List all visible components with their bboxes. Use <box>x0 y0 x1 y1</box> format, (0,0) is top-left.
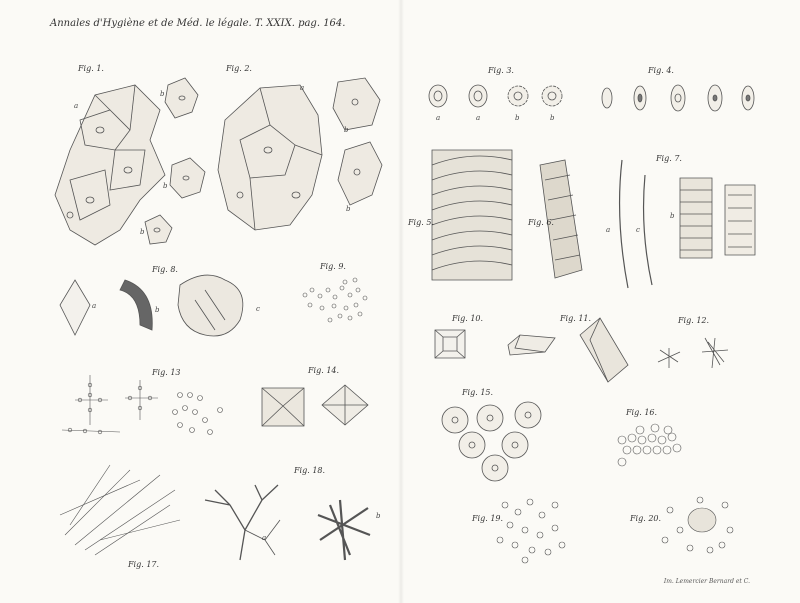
fig2-label: Fig. 2. <box>226 64 252 73</box>
fig12-label: Fig. 12. <box>678 316 710 325</box>
fig17-label: Fig. 17. <box>128 560 160 569</box>
plate-header: Annales d'Hygiène et de Méd. le légale. T. XXIX. pag. 164. <box>50 18 346 29</box>
fig4-label: Fig. 4. <box>648 66 674 75</box>
fig10-drawing <box>435 330 465 358</box>
fig2-letter-b2: b <box>346 205 351 213</box>
fig1-label: Fig. 1. <box>78 64 104 73</box>
fig8-letter-c: c <box>256 305 260 313</box>
fig3-drawing <box>429 85 562 107</box>
fig13-drawing <box>62 375 223 435</box>
fig3-label: Fig. 3. <box>488 66 514 75</box>
fig18-letter-a: a <box>262 534 267 542</box>
fig8-label: Fig. 8. <box>152 265 178 274</box>
fig3-letter-a2: a <box>476 114 481 122</box>
fig1-letter-b3: b <box>140 228 145 236</box>
fig16-drawing <box>618 424 681 466</box>
fig5-label: Fig. 5. <box>408 218 434 227</box>
fig6-hair-label: Fig. 6. <box>528 218 554 227</box>
fig1-letter-b2: b <box>163 182 168 190</box>
fig5-drawing <box>432 150 512 280</box>
fig8-letter-a: a <box>92 302 97 310</box>
fig18-label: Fig. 18. <box>294 466 326 475</box>
fig19-label: Fig. 19. <box>472 514 504 523</box>
fig17-drawing <box>60 465 180 555</box>
fig10-label: Fig. 10. <box>452 314 484 323</box>
fig4-drawing <box>602 85 754 111</box>
fig15-label: Fig. 15. <box>462 388 494 397</box>
fig7-drawing <box>620 160 755 288</box>
fig11-drawing <box>508 318 628 382</box>
fig20-drawing <box>662 497 733 553</box>
fig15-drawing <box>442 402 541 481</box>
fig13-label: Fig. 13 <box>152 368 181 377</box>
fig11-label: Fig. 11. <box>560 314 592 323</box>
fig9-label: Fig. 9. <box>320 262 346 271</box>
fig8-drawing <box>60 275 243 336</box>
fig9-drawing <box>303 278 367 322</box>
fig7-letter-a: a <box>606 226 611 234</box>
fig14-drawing <box>262 385 368 426</box>
fig1-letter-a: a <box>74 102 79 110</box>
fig7-letter-c: c <box>636 226 640 234</box>
fig7-letter-b: b <box>670 212 675 220</box>
fig8-letter-b: b <box>155 306 160 314</box>
fig14-label: Fig. 14. <box>308 366 340 375</box>
fig3-letter-b2: b <box>550 114 555 122</box>
fig1-letter-b: b <box>160 90 165 98</box>
fig2-drawing <box>218 78 382 230</box>
fig7-label: Fig. 7. <box>656 154 682 163</box>
fig19-drawing <box>497 499 565 563</box>
fig2-letter-b: b <box>344 126 349 134</box>
fig18-drawing <box>205 485 370 560</box>
fig20-label: Fig. 20. <box>630 514 662 523</box>
printer-imprint: Im. Lemercier Bernard et C. <box>663 578 750 585</box>
fig12-drawing <box>658 338 728 368</box>
fig3-letter-b1: b <box>515 114 520 122</box>
fig16-label: Fig. 16. <box>626 408 658 417</box>
fig18-letter-b: b <box>376 512 381 520</box>
fig3-letter-a1: a <box>436 114 441 122</box>
fig2-letter-a: a <box>300 84 305 92</box>
